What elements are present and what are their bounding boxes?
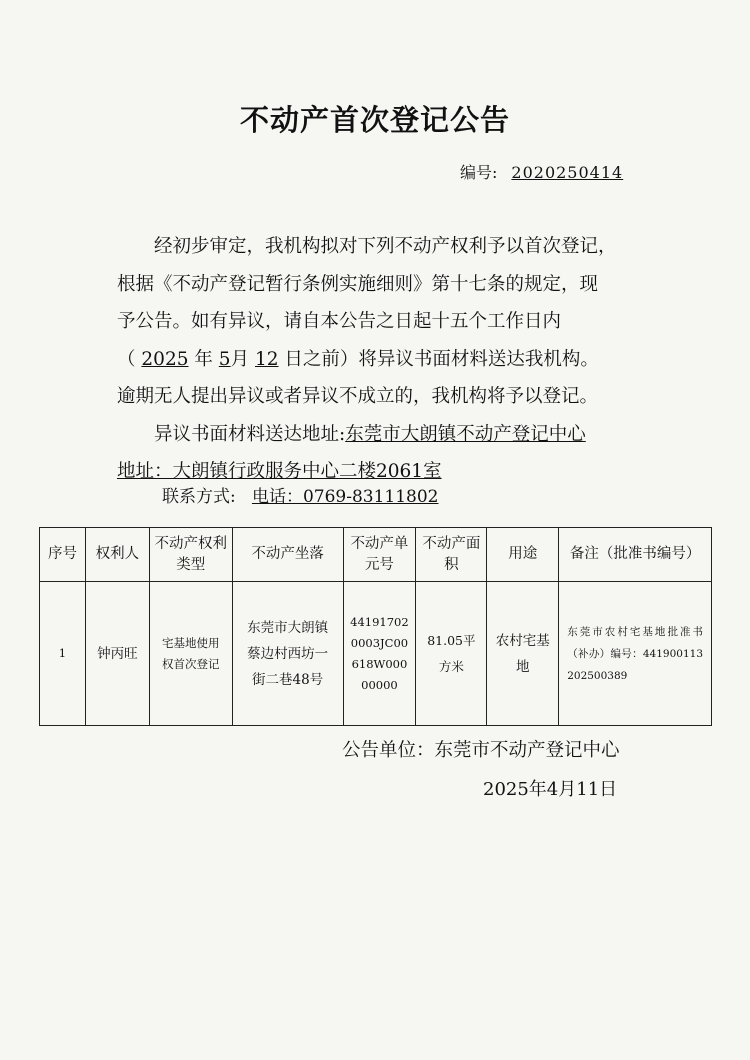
contact-label: 联系方式: [162, 487, 236, 507]
cell-location: 东莞市大朗镇蔡边村西坊一街二巷48号 [232, 582, 343, 726]
address-label: 异议书面材料送达地址: [154, 423, 346, 445]
header-unit-no: 不动产单元号 [343, 528, 416, 582]
cell-seq: 1 [40, 582, 86, 726]
month-unit: 月 [230, 348, 250, 370]
body-line-3: 予公告。如有异议，请自本公告之日起十五个工作日内 [117, 311, 562, 332]
year-unit: 年 [194, 348, 213, 370]
number-value: 2020250414 [511, 163, 624, 182]
contact-line [162, 482, 484, 507]
body-line-5: 逾期无人提出异议或者异议不成立的，我机构将予以登记。 [117, 386, 599, 407]
cell-area: 81.05平方米 [416, 582, 487, 726]
body-line-1: 经初步审定，我机构拟对下列不动产权利予以首次登记， [154, 236, 617, 257]
header-right-type: 不动产权利类型 [149, 528, 232, 582]
header-location: 不动产坐落 [232, 528, 343, 582]
line4-rest: 日之前）将异议书面材料送达我机构。 [284, 348, 599, 370]
address-line [117, 416, 637, 454]
body-line-2: 根据《不动产登记暂行条例实施细则》第十七条的规定，现 [117, 273, 599, 295]
page-title: 不动产首次登记公告 [239, 103, 510, 137]
table-row [40, 582, 712, 726]
cell-right-type: 宅基地使用权首次登记 [149, 582, 232, 726]
issue-date: 2025年4月11日 [483, 779, 618, 800]
address-line-2: 地址：大朗镇行政服务中心二楼2061室 [117, 461, 442, 482]
issuer-signature: 公告单位：东莞市不动产登记中心 [342, 740, 620, 761]
header-area: 不动产面积 [416, 528, 487, 582]
contact-value: 电话：0769-83111802 [251, 487, 439, 507]
address-value: 东莞市大朗镇不动产登记中心 [345, 423, 586, 445]
header-note: 备注（批准书编号） [559, 528, 712, 582]
cell-unit-no: 441917020003JC00618W00000000 [343, 582, 416, 726]
deadline-month: 5 [218, 348, 231, 370]
header-seq: 序号 [40, 528, 86, 582]
deadline-day: 12 [254, 348, 279, 370]
cell-note: 东莞市农村宅基地批准书（补办）编号：441900113202500389 [559, 582, 712, 726]
deadline-year: 2025 [141, 348, 189, 370]
notice-number [460, 160, 623, 183]
header-owner: 权利人 [85, 528, 149, 582]
number-label: 编号: [460, 163, 498, 182]
paren-open: （ [117, 348, 136, 370]
cell-usage: 农村宅基地 [487, 582, 559, 726]
registration-table [39, 527, 712, 726]
table-header-row [40, 528, 712, 582]
notice-body [117, 228, 637, 491]
body-line-4 [117, 341, 637, 379]
header-usage: 用途 [487, 528, 559, 582]
cell-owner: 钟丙旺 [85, 582, 149, 726]
